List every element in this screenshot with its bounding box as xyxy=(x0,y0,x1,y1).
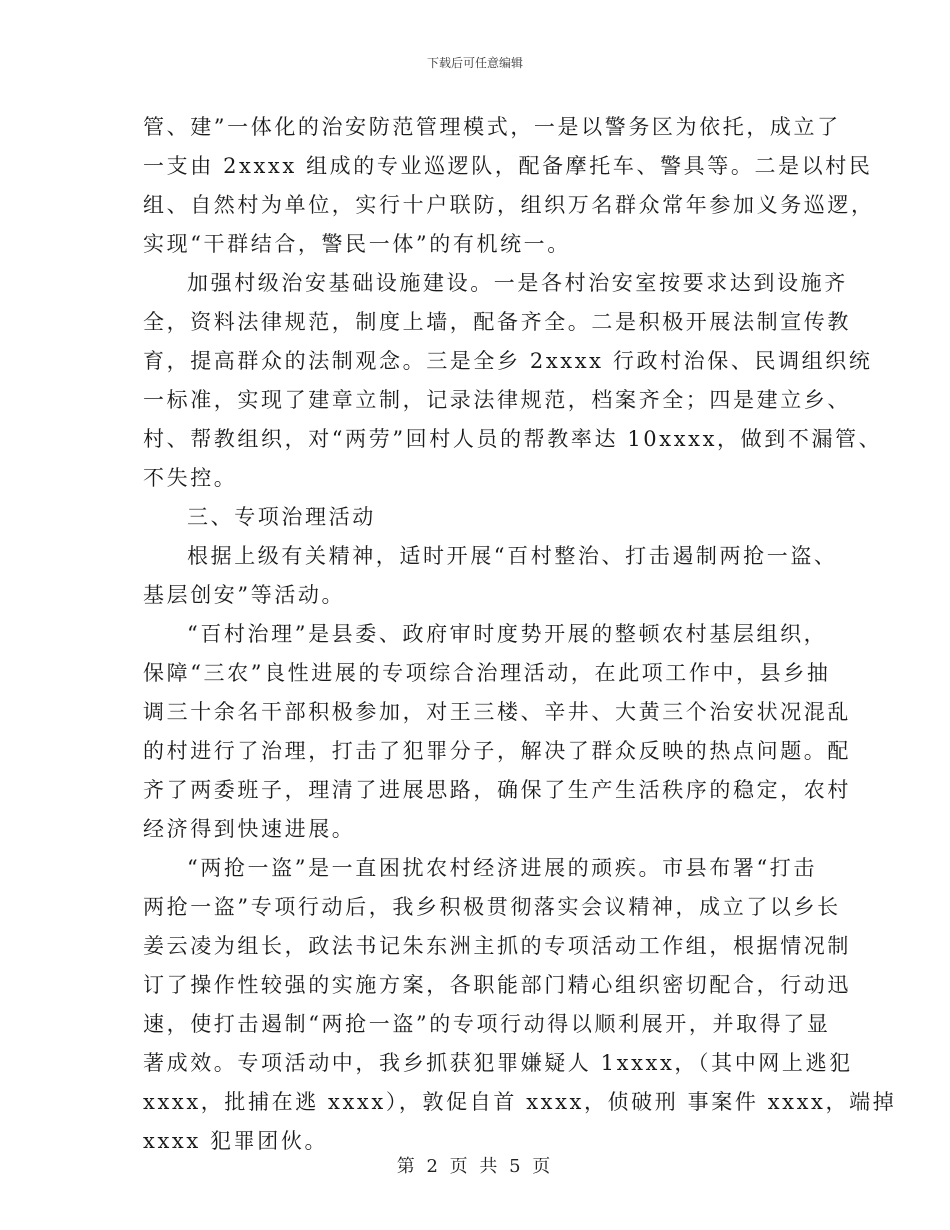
text-line: xxxx 犯罪团伙。 xyxy=(143,1129,329,1153)
text-line: 组、自然村为单位，实行十户联防，组织万名群众常年参加义务巡逻， xyxy=(143,193,875,217)
text-line: 三、专项治理活动 xyxy=(187,505,376,529)
text-line: 加强村级治安基础设施建设。一是各村治安室按要求达到设施齐 xyxy=(187,271,848,295)
text-line: 全，资料法律规范，制度上墙，配备齐全。二是积极开展法制宣传教 xyxy=(143,310,851,334)
text-line: 著成效。专项活动中，我乡抓获犯罪嫌疑人 1xxxx，（其中网上逃犯 xyxy=(143,1051,853,1075)
text-line: xxxx，批捕在逃 xxxx），敦促自首 xxxx，侦破刑 事案件 xxxx，端掉 xyxy=(143,1090,897,1114)
text-line: 保障“三农”良性进展的专项综合治理活动，在此项工作中，县乡抽 xyxy=(143,661,831,685)
text-line: 调三十余名干部积极参加，对王三楼、辛井、大黄三个治安状况混乱 xyxy=(143,700,851,724)
text-line: 一标准，实现了建章立制，记录法律规范，档案齐全；四是建立乡、 xyxy=(143,388,851,412)
text-line: “百村治理”是县委、政府审时度势开展的整顿农村基层组织， xyxy=(187,622,828,646)
text-line: 经济得到快速进展。 xyxy=(143,817,356,841)
text-line: “两抢一盗”是一直困扰农村经济进展的顽疾。市县布署“打击 xyxy=(187,856,818,880)
text-line: 育，提高群众的法制观念。三是全乡 2xxxx 行政村治保、民调组织统 xyxy=(143,349,873,373)
text-line: 管、建”一体化的治安防范管理模式，一是以警务区为依托，成立了 xyxy=(143,115,841,139)
text-line: 村、帮教组织，对“两劳”回村人员的帮教率达 10xxxx，做到不漏管、 xyxy=(143,427,883,451)
text-line: 基层创安”等活动。 xyxy=(143,583,346,607)
text-line: 实现“干群结合，警民一体”的有机统一。 xyxy=(143,232,571,256)
text-line: 齐了两委班子，理清了进展思路，确保了生产生活秩序的稳定，农村 xyxy=(143,778,851,802)
text-line: 根据上级有关精神，适时开展“百村整治、打击遏制两抢一盗、 xyxy=(187,544,838,568)
page-header: 下载后可任意编辑 xyxy=(426,56,523,70)
text-line: 的村进行了治理，打击了犯罪分子，解决了群众反映的热点问题。配 xyxy=(143,739,851,763)
page-footer: 第 2 页 共 5 页 xyxy=(396,1156,554,1177)
text-line: 一支由 2xxxx 组成的专业巡逻队，配备摩托车、警具等。二是以村民 xyxy=(143,154,873,178)
text-line: 订了操作性较强的实施方案，各职能部门精心组织密切配合，行动迅 xyxy=(143,973,851,997)
text-line: 速，使打击遏制“两抢一盗”的专项行动得以顺利展开，并取得了显 xyxy=(143,1012,831,1036)
document-body xyxy=(143,108,897,1161)
text-line: 姜云凌为组长，政法书记朱东洲主抓的专项活动工作组，根据情况制 xyxy=(143,934,851,958)
text-line: 不失控。 xyxy=(143,466,238,490)
text-line: 两抢一盗”专项行动后，我乡积极贯彻落实会议精神，成立了以乡长 xyxy=(143,895,841,919)
